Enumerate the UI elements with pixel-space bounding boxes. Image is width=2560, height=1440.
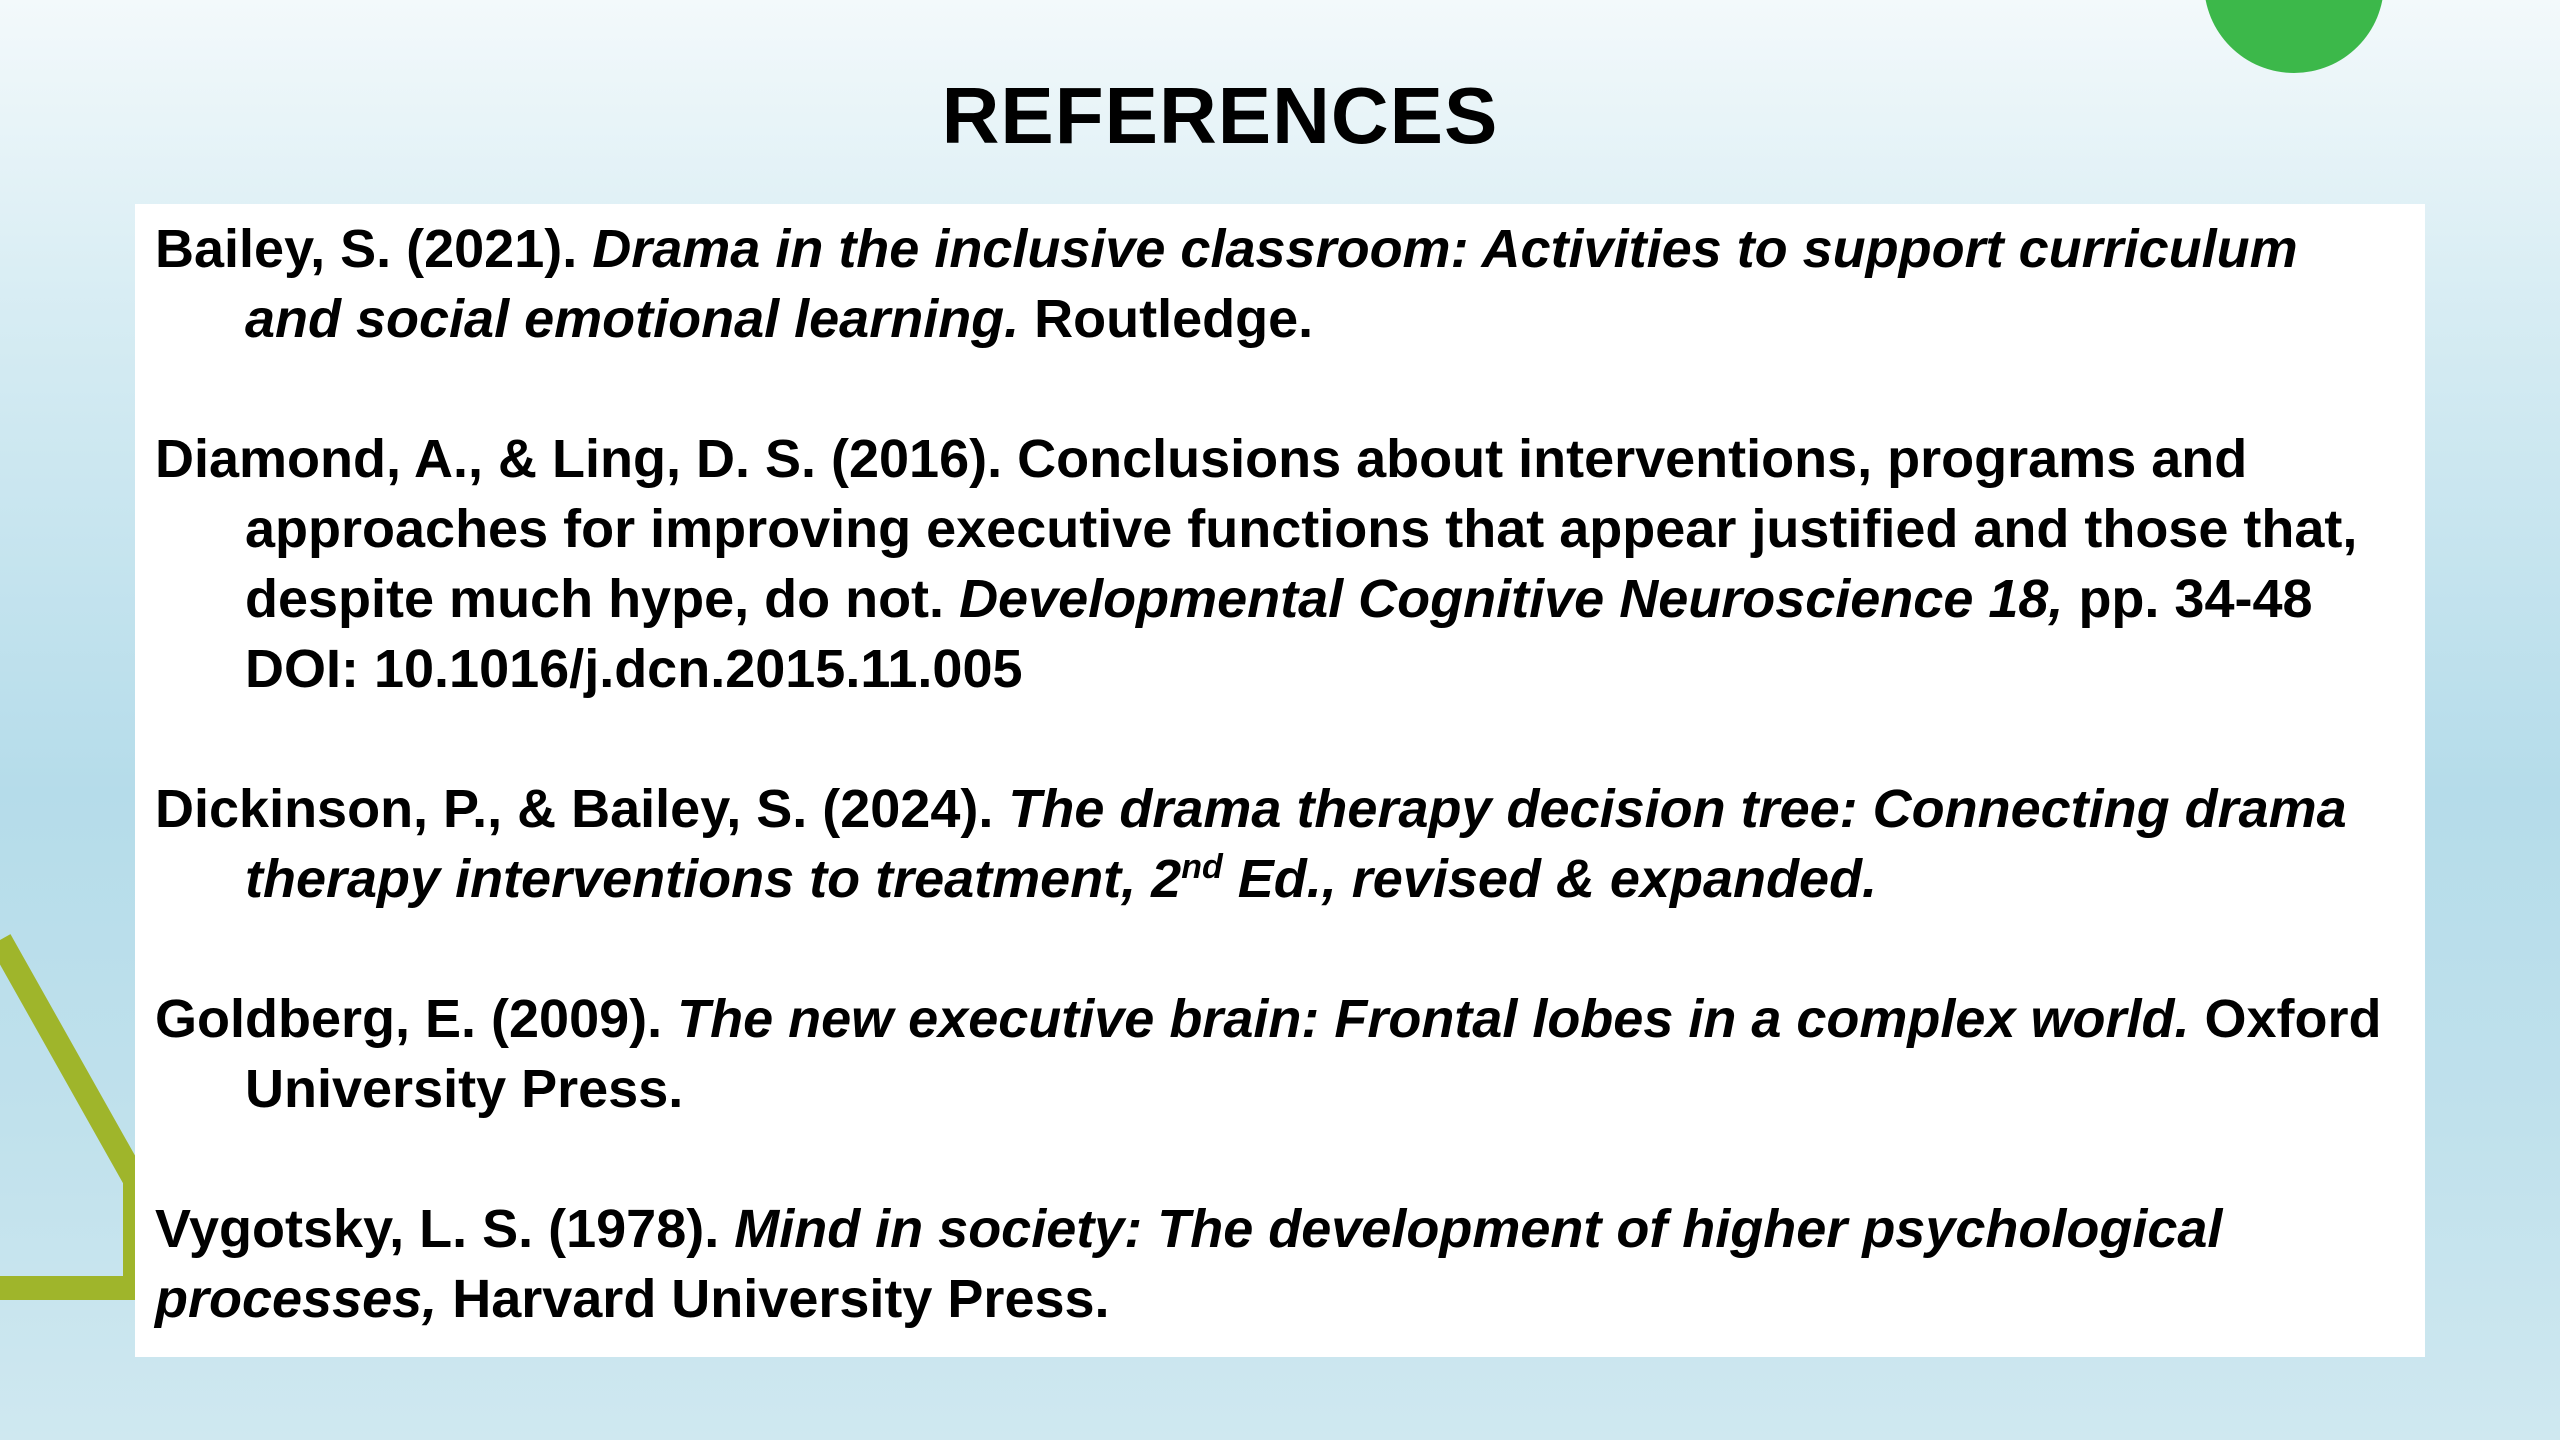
reference-title-part: The drama therapy decision tree: Connecting drama therapy interventions to treatment, 2 <box>245 779 2347 909</box>
reference-title: Mind in society: The development of higher psychological processes, <box>155 1199 2223 1329</box>
reference-title-superscript: nd <box>1181 848 1223 886</box>
reference-authors: Vygotsky, L. S. (1978). <box>155 1199 735 1259</box>
reference-authors: Goldberg, E. (2009). <box>155 989 678 1049</box>
reference-item <box>155 1194 2405 1334</box>
reference-item <box>155 984 2405 1124</box>
reference-title: Drama in the inclusive classroom: Activities to support curriculum and social emotional learning. <box>245 219 2298 349</box>
reference-publisher: Harvard University Press. <box>437 1269 1110 1329</box>
decorative-green-circle <box>2204 0 2384 73</box>
reference-details: pp. 34-48 DOI: 10.1016/j.dcn.2015.11.005 <box>245 569 2313 699</box>
reference-item <box>155 214 2405 354</box>
page-title: REFERENCES <box>941 71 1499 160</box>
reference-title: The new executive brain: Frontal lobes in a complex world. <box>677 989 2190 1049</box>
reference-authors: Bailey, S. (2021). <box>155 219 593 279</box>
reference-publisher: Oxford University Press. <box>245 989 2382 1119</box>
reference-journal: Developmental Cognitive Neuroscience 18, <box>959 569 2064 629</box>
reference-authors: Diamond, A., & Ling, D. S. (2016). Conclusions about interventions, programs and approaches for improving executive functions that appear justified and those that, despite much hype, do not. <box>155 429 2358 629</box>
reference-publisher: Routledge. <box>1019 289 1314 349</box>
reference-title-part: Ed., revised & expanded. <box>1222 849 1877 909</box>
reference-item <box>155 424 2405 704</box>
reference-item <box>155 774 2405 914</box>
references-list <box>135 204 2425 1357</box>
reference-authors: Dickinson, P., & Bailey, S. (2024). <box>155 779 1009 839</box>
